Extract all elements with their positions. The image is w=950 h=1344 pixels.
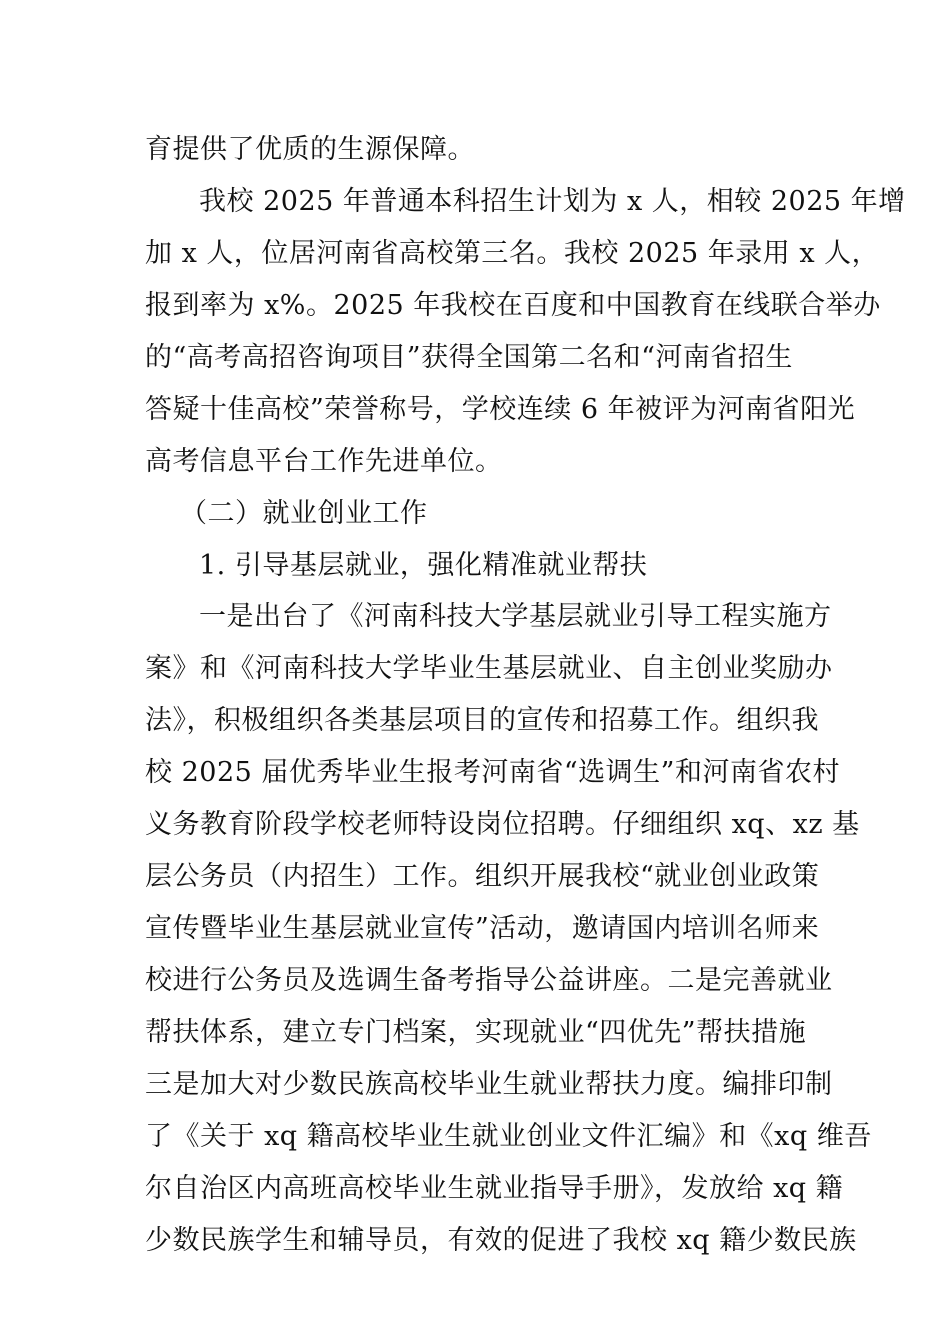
paragraph-line: 法》，积极组织各类基层项目的宣传和招募工作。组织我 bbox=[145, 705, 819, 736]
paragraph-line: 层公务员（内招生）工作。组织开展我校“就业创业政策 bbox=[145, 861, 820, 892]
paragraph-line: 了《关于 xq 籍高校毕业生就业创业文件汇编》和《xq 维吾 bbox=[145, 1121, 872, 1152]
paragraph-line: 少数民族学生和辅导员，有效的促进了我校 xq 籍少数民族 bbox=[145, 1225, 857, 1256]
paragraph-line: 高考信息平台工作先进单位。 bbox=[145, 446, 503, 477]
paragraph-line: 校 2025 届优秀毕业生报考河南省“选调生”和河南省农村 bbox=[145, 757, 840, 788]
paragraph-line: 加 x 人，位居河南省高校第三名。我校 2025 年录用 x 人， bbox=[145, 238, 880, 269]
paragraph-line: 育提供了优质的生源保障。 bbox=[145, 134, 475, 165]
paragraph-line: 三是加大对少数民族高校毕业生就业帮扶力度。编排印制 bbox=[145, 1069, 833, 1100]
paragraph-line: 一是出台了《河南科技大学基层就业引导工程实施方 bbox=[199, 601, 832, 632]
paragraph-line: 报到率为 x%。2025 年我校在百度和中国教育在线联合举办 bbox=[145, 290, 881, 321]
subsection-heading: 1. 引导基层就业，强化精准就业帮扶 bbox=[199, 550, 648, 581]
paragraph-line: 我校 2025 年普通本科招生计划为 x 人，相较 2025 年增 bbox=[199, 186, 906, 217]
paragraph-line: 的“高考高招咨询项目”获得全国第二名和“河南省招生 bbox=[145, 342, 793, 373]
paragraph-line: 义务教育阶段学校老师特设岗位招聘。仔细组织 xq、xz 基 bbox=[145, 809, 860, 840]
paragraph-line: 尔自治区内高班高校毕业生就业指导手册》，发放给 xq 籍 bbox=[145, 1173, 844, 1204]
paragraph-line: 答疑十佳高校”荣誉称号，学校连续 6 年被评为河南省阳光 bbox=[145, 394, 856, 425]
paragraph-line: 帮扶体系，建立专门档案，实现就业“四优先”帮扶措施 bbox=[145, 1017, 807, 1048]
paragraph-line: 宣传暨毕业生基层就业宣传”活动，邀请国内培训名师来 bbox=[145, 913, 820, 944]
section-heading: （二）就业创业工作 bbox=[180, 498, 428, 529]
paragraph-line: 校进行公务员及选调生备考指导公益讲座。二是完善就业 bbox=[145, 965, 833, 996]
paragraph-line: 案》和《河南科技大学毕业生基层就业、自主创业奖励办 bbox=[145, 653, 833, 684]
